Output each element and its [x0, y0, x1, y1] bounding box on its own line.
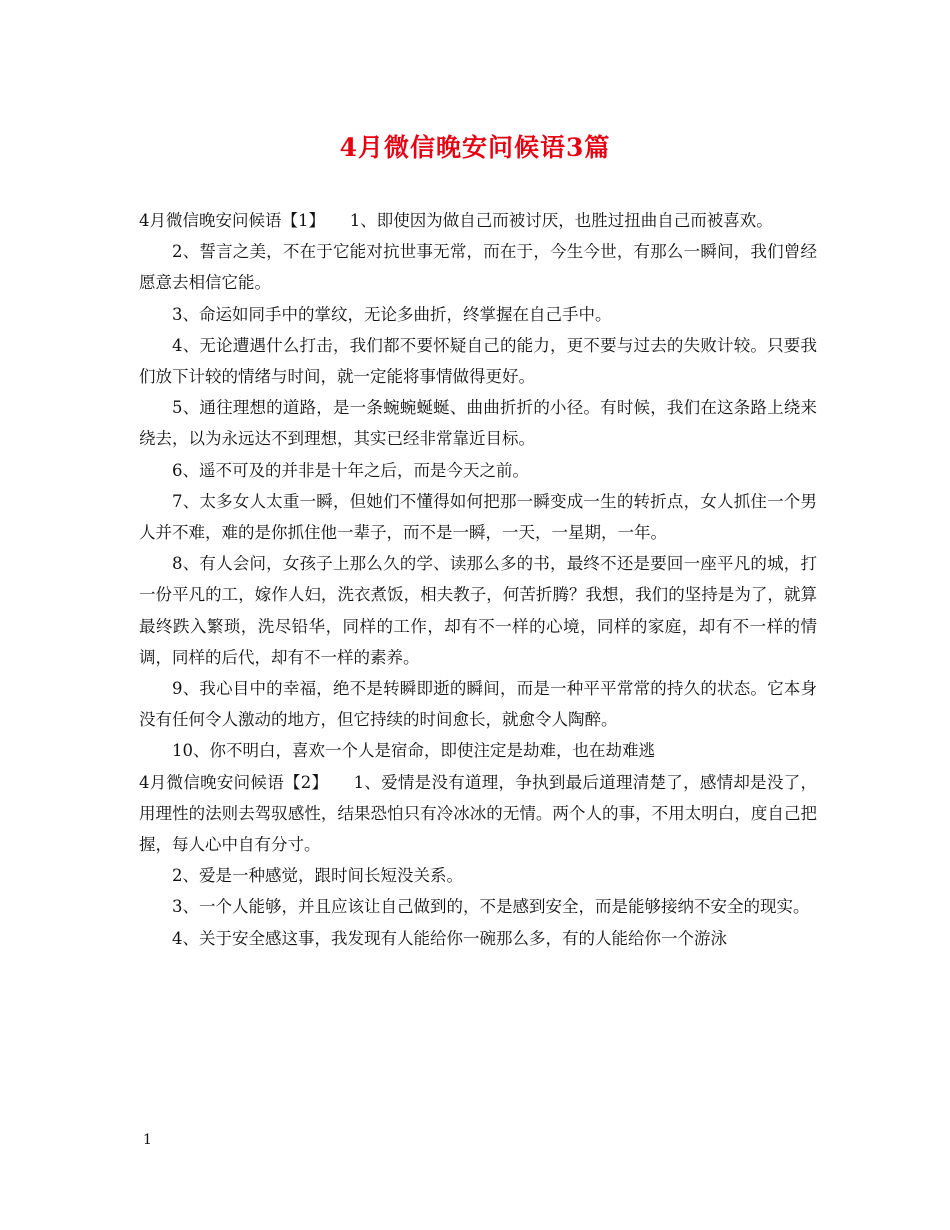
paragraph-11: 4月微信晚安问候语【2】 1、爱情是没有道理，争执到最后道理清楚了，感情却是没了，用理性的法则去驾驭感性，结果恐怕只有冷冰冰的无情。两个人的事，不用太明白，度自己把握，每人心中自有分寸。 [139, 772, 817, 855]
paragraph-2: 2、誓言之美，不在于它能对抗世事无常，而在于，今生今世，有那么一瞬间，我们曾经愿意去相信它能。 [139, 242, 817, 293]
paragraph-5: 5、通往理想的道路，是一条蜿蜿蜒蜒、曲曲折折的小径。有时候，我们在这条路上绕来绕去，以为永远达不到理想，其实已经非常靠近目标。 [139, 398, 817, 449]
paragraph-7: 7、太多女人太重一瞬，但她们不懂得如何把那一瞬变成一生的转折点，女人抓住一个男人并不难，难的是你抓住他一辈子，而不是一瞬，一天，一星期，一年。 [139, 491, 817, 543]
paragraph-14: 4、关于安全感这事，我发现有人能给你一碗那么多，有的人能给你一个游泳 [172, 928, 727, 948]
paragraph-9: 9、我心目中的幸福，绝不是转瞬即逝的瞬间，而是一种平平常常的持久的状态。它本身没有任何令人激动的地方，但它持续的时间愈长，就愈令人陶醉。 [139, 679, 817, 730]
page-number: 1 [143, 1132, 152, 1148]
paragraph-13: 3、一个人能够，并且应该让自己做到的，不是感到安全，而是能够接纳不安全的现实。 [172, 897, 810, 917]
paragraph-4: 4、无论遭遇什么打击，我们都不要怀疑自己的能力，更不要与过去的失败计较。只要我们放下计较的情绪与时间，就一定能将事情做得更好。 [139, 335, 817, 387]
document-title: 4月微信晚安问候语3篇 [339, 133, 611, 162]
paragraph-3: 3、命运如同手中的掌纹，无论多曲折，终掌握在自己手中。 [172, 304, 612, 324]
paragraph-8: 8、有人会问，女孩子上那么久的学、读那么多的书，最终不还是要回一座平凡的城，打一份平凡的工，嫁作人妇，洗衣煮饭，相夫教子，何苦折腾？我想，我们的坚持是为了，就算最终跌入繁琐，洗尽铅华，同样的工作，却有不一样的心境，同样的家庭，却有不一样的情调，同样的后代，却有不一样的素养。 [139, 554, 817, 667]
document-body [139, 205, 817, 954]
paragraph-12: 2、爱是一种感觉，跟时间长短没关系。 [172, 866, 463, 886]
paragraph-6: 6、遥不可及的并非是十年之后，而是今天之前。 [172, 460, 529, 480]
paragraph-10: 10、你不明白，喜欢一个人是宿命，即使注定是劫难，也在劫难逃 [172, 741, 655, 761]
paragraph-1: 4月微信晚安问候语【1】 1、即使因为做自己而被讨厌，也胜过扭曲自己而被喜欢。 [139, 211, 773, 230]
